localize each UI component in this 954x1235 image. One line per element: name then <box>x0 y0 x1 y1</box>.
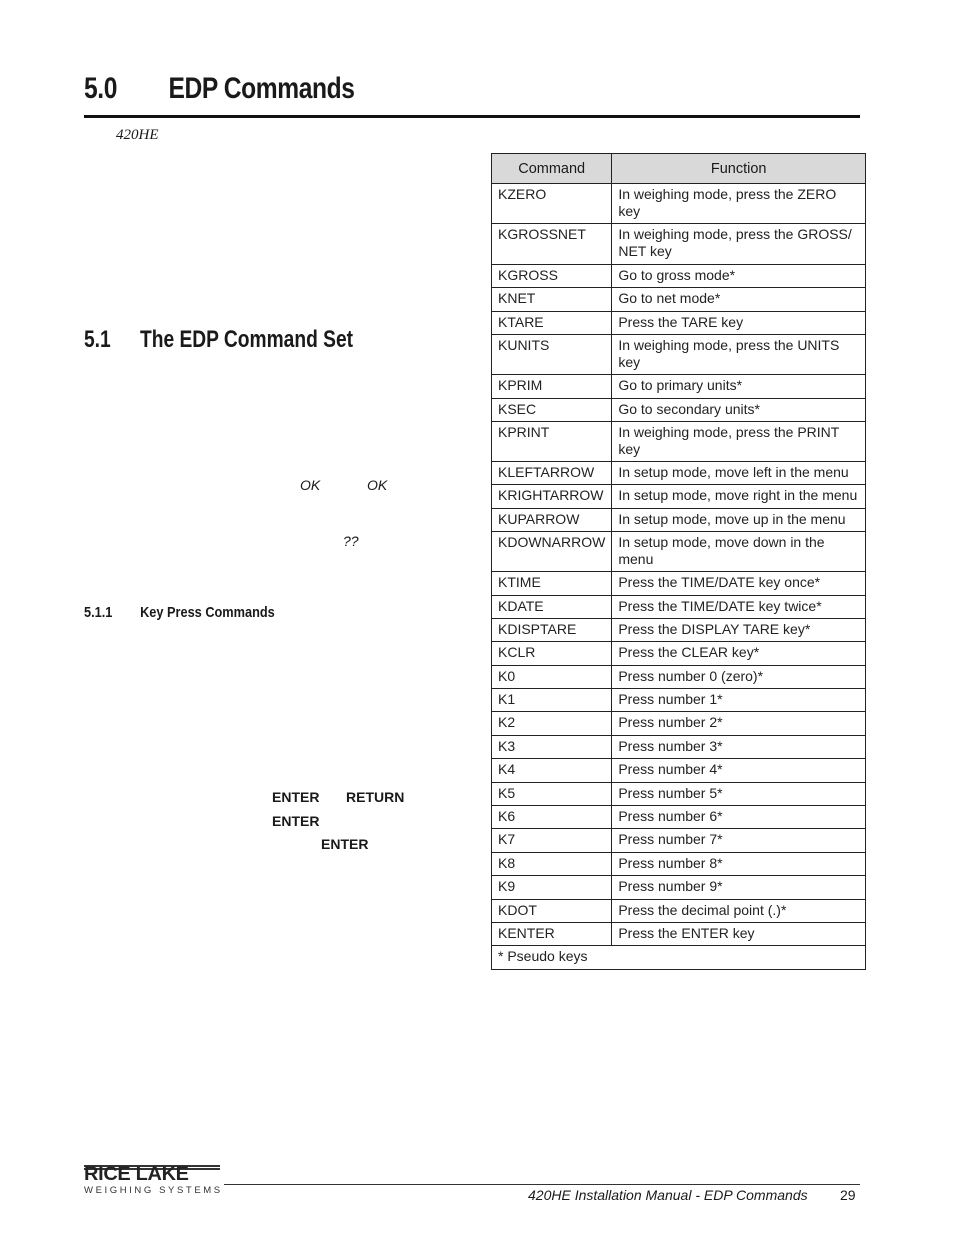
table-row <box>492 485 866 508</box>
command-cell: KGROSSNET <box>492 224 612 265</box>
table-row <box>492 689 866 712</box>
function-cell: Go to primary units* <box>612 375 866 398</box>
table-row <box>492 618 866 641</box>
function-cell: In weighing mode, press the UNITS key <box>612 335 866 375</box>
table-row <box>492 288 866 311</box>
command-cell: KDISPTARE <box>492 618 612 641</box>
function-cell: Press number 8* <box>612 852 866 875</box>
heading-number: 5.0 <box>84 72 117 105</box>
command-cell: K1 <box>492 689 612 712</box>
command-cell: K0 <box>492 665 612 688</box>
function-cell: Press number 4* <box>612 759 866 782</box>
model-name: 420HE <box>116 127 159 143</box>
table-footnote: * Pseudo keys <box>492 946 866 970</box>
command-cell: K7 <box>492 829 612 852</box>
heading-rule <box>84 115 860 118</box>
command-cell: K4 <box>492 759 612 782</box>
section-heading <box>84 326 353 354</box>
command-cell: KDATE <box>492 595 612 618</box>
page-heading <box>84 72 354 106</box>
command-cell: KDOWNARROW <box>492 532 612 572</box>
function-cell: Press the TARE key <box>612 311 866 334</box>
heading-title: EDP Commands <box>168 72 355 105</box>
function-cell: In setup mode, move down in the menu <box>612 532 866 572</box>
function-cell: Press number 2* <box>612 712 866 735</box>
table-row <box>492 532 866 572</box>
ok-text-1: OK <box>300 477 321 493</box>
table-row <box>492 759 866 782</box>
command-cell: KRIGHTARROW <box>492 485 612 508</box>
table-row <box>492 375 866 398</box>
command-cell: KENTER <box>492 922 612 945</box>
function-cell: In setup mode, move right in the menu <box>612 485 866 508</box>
table-row <box>492 224 866 265</box>
table-row <box>492 595 866 618</box>
function-cell: Press the decimal point (.)* <box>612 899 866 922</box>
page-number: 29 <box>840 1187 856 1203</box>
command-cell: KUPARROW <box>492 508 612 531</box>
function-cell: Go to secondary units* <box>612 398 866 421</box>
table-row <box>492 852 866 875</box>
command-cell: KPRIM <box>492 375 612 398</box>
function-cell: In weighing mode, press the ZERO key <box>612 184 866 224</box>
enter-key-text-3: ENTER <box>321 836 369 852</box>
command-cell: KCLR <box>492 642 612 665</box>
table-row <box>492 508 866 531</box>
command-cell: K5 <box>492 782 612 805</box>
table-row <box>492 311 866 334</box>
command-cell: K8 <box>492 852 612 875</box>
command-cell: K6 <box>492 806 612 829</box>
function-cell: Press the DISPLAY TARE key* <box>612 618 866 641</box>
table-header-row <box>492 154 866 184</box>
function-cell: Go to net mode* <box>612 288 866 311</box>
function-cell: Press the TIME/DATE key once* <box>612 572 866 595</box>
table-row <box>492 829 866 852</box>
command-cell: KUNITS <box>492 335 612 375</box>
table-row <box>492 642 866 665</box>
function-cell: In weighing mode, press the PRINT key <box>612 421 866 461</box>
column-header-command: Command <box>492 154 612 184</box>
command-cell: KPRINT <box>492 421 612 461</box>
function-cell: Press number 0 (zero)* <box>612 665 866 688</box>
question-text: ?? <box>343 533 359 549</box>
subsection-number: 5.1.1 <box>84 604 113 621</box>
table-row <box>492 265 866 288</box>
function-cell: In weighing mode, press the GROSS/ NET key <box>612 224 866 265</box>
table-row <box>492 335 866 375</box>
function-cell: In setup mode, move up in the menu <box>612 508 866 531</box>
function-cell: Press number 1* <box>612 689 866 712</box>
table-row <box>492 184 866 224</box>
command-cell: KTARE <box>492 311 612 334</box>
ok-text-2: OK <box>367 477 388 493</box>
subsection-heading <box>84 604 275 621</box>
table-row <box>492 461 866 484</box>
command-cell: KZERO <box>492 184 612 224</box>
table-row <box>492 899 866 922</box>
table-row <box>492 572 866 595</box>
function-cell: Press number 6* <box>612 806 866 829</box>
logo-tagline: WEIGHING SYSTEMS <box>84 1185 223 1196</box>
command-cell: KSEC <box>492 398 612 421</box>
subsection-title: Key Press Commands <box>140 604 275 621</box>
enter-key-text-2: ENTER <box>272 813 320 829</box>
function-cell: Press the ENTER key <box>612 922 866 945</box>
table-row <box>492 398 866 421</box>
command-cell: K3 <box>492 735 612 758</box>
function-cell: In setup mode, move left in the menu <box>612 461 866 484</box>
column-header-function: Function <box>612 154 866 184</box>
function-cell: Press number 7* <box>612 829 866 852</box>
command-cell: KGROSS <box>492 265 612 288</box>
footer-title: 420HE Installation Manual - EDP Commands <box>528 1187 808 1203</box>
command-cell: KLEFTARROW <box>492 461 612 484</box>
table-footnote-row <box>492 946 866 970</box>
command-cell: K2 <box>492 712 612 735</box>
command-table <box>491 153 866 970</box>
rice-lake-logo <box>84 1165 224 1205</box>
table-row <box>492 665 866 688</box>
section-number: 5.1 <box>84 326 111 353</box>
footer-rule <box>224 1184 860 1185</box>
function-cell: Press the TIME/DATE key twice* <box>612 595 866 618</box>
enter-key-text-1: ENTER <box>272 789 320 805</box>
table-row <box>492 712 866 735</box>
function-cell: Press the CLEAR key* <box>612 642 866 665</box>
command-cell: KNET <box>492 288 612 311</box>
table-row <box>492 806 866 829</box>
function-cell: Press number 9* <box>612 876 866 899</box>
function-cell: Go to gross mode* <box>612 265 866 288</box>
section-title: The EDP Command Set <box>140 326 354 353</box>
table-row <box>492 735 866 758</box>
return-key-text: RETURN <box>346 789 405 805</box>
command-cell: KTIME <box>492 572 612 595</box>
command-cell: KDOT <box>492 899 612 922</box>
table-row <box>492 876 866 899</box>
function-cell: Press number 3* <box>612 735 866 758</box>
table-row <box>492 421 866 461</box>
table-row <box>492 782 866 805</box>
logo-wordmark: RICE LAKE <box>84 1164 189 1185</box>
function-cell: Press number 5* <box>612 782 866 805</box>
table-row <box>492 922 866 945</box>
command-cell: K9 <box>492 876 612 899</box>
